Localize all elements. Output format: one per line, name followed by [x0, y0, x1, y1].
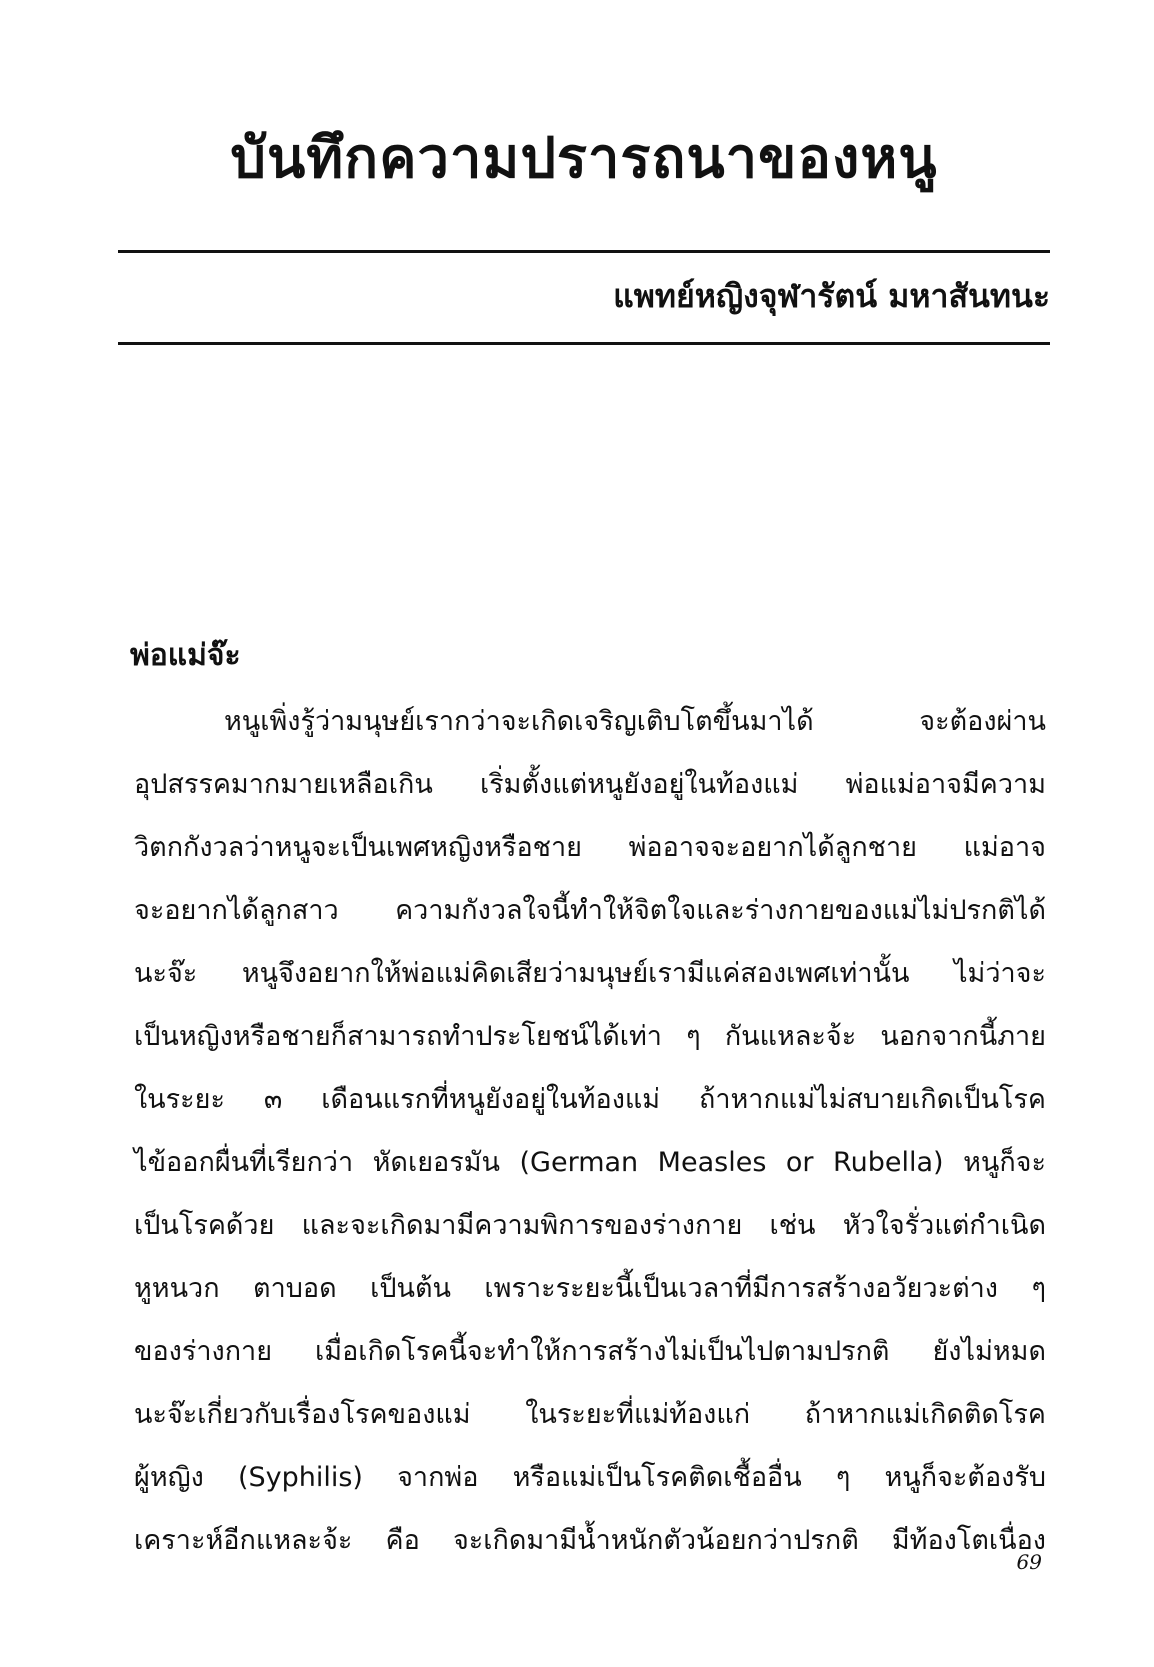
paragraph-line: จะอยากได้ลูกสาว ความกังวลใจนี้ทำให้จิตใจและร่างกายของแม่ไม่ปรกติได้: [134, 895, 1046, 926]
paragraph-line: นะจ๊ะเกี่ยวกับเรื่องโรคของแม่ ในระยะที่แม่ท้องแก่ ถ้าหากแม่เกิดติดโรค: [134, 1399, 1046, 1430]
author-name: แพทย์หญิงจุฬารัตน์ มหาสันทนะ: [613, 277, 1050, 315]
paragraph-line: ผู้หญิง (Syphilis) จากพ่อ หรือแม่เป็นโรคติดเชื้ออื่น ๆ หนูก็จะต้องรับ: [134, 1462, 1046, 1493]
paragraph-line: ไข้ออกผื่นที่เรียกว่า หัดเยอรมัน (German Measles or Rubella) หนูก็จะ: [134, 1147, 1046, 1178]
paragraph-line: เคราะห์อีกแหละจ้ะ คือ จะเกิดมามีน้ำหนักตัวน้อยกว่าปรกติ มีท้องโตเนื่อง: [134, 1525, 1046, 1556]
paragraph-line: วิตกกังวลว่าหนูจะเป็นเพศหญิงหรือชาย พ่ออาจจะอยากได้ลูกชาย แม่อาจ: [134, 832, 1046, 863]
paragraph-line: เป็นโรคด้วย และจะเกิดมามีความพิการของร่างกาย เช่น หัวใจรั่วแต่กำเนิด: [134, 1210, 1046, 1241]
paragraph-line: นะจ๊ะ หนูจึงอยากให้พ่อแม่คิดเสียว่ามนุษย์เรามีแค่สองเพศเท่านั้น ไม่ว่าจะ: [134, 958, 1046, 989]
paragraph-line: ในระยะ ๓ เดือนแรกที่หนูยังอยู่ในท้องแม่ ถ้าหากแม่ไม่สบายเกิดเป็นโรค: [134, 1084, 1046, 1115]
body-paragraph: [134, 690, 1046, 1572]
paragraph-line: หูหนวก ตาบอด เป็นต้น เพราะระยะนี้เป็นเวลาที่มีการสร้างอวัยวะต่าง ๆ: [134, 1273, 1046, 1304]
article-title: บันทึกความปรารถนาของหนู: [230, 125, 938, 191]
paragraph-line: ของร่างกาย เมื่อเกิดโรคนี้จะทำให้การสร้างไม่เป็นไปตามปรกติ ยังไม่หมด: [134, 1336, 1046, 1367]
salutation: พ่อแม่จ๊ะ: [130, 638, 241, 673]
top-rule: [118, 250, 1050, 253]
page-number: 69: [1016, 1550, 1042, 1574]
paragraph-line: หนูเพิ่งรู้ว่ามนุษย์เรากว่าจะเกิดเจริญเติบโตขึ้นมาได้ จะต้องผ่าน: [224, 706, 1046, 737]
paragraph-line: อุปสรรคมากมายเหลือเกิน เริ่มตั้งแต่หนูยังอยู่ในท้องแม่ พ่อแม่อาจมีความ: [134, 769, 1046, 800]
paragraph-line: เป็นหญิงหรือชายก็สามารถทำประโยชน์ได้เท่า ๆ กันแหละจ้ะ นอกจากนี้ภาย: [134, 1021, 1046, 1052]
bottom-rule: [118, 342, 1050, 345]
